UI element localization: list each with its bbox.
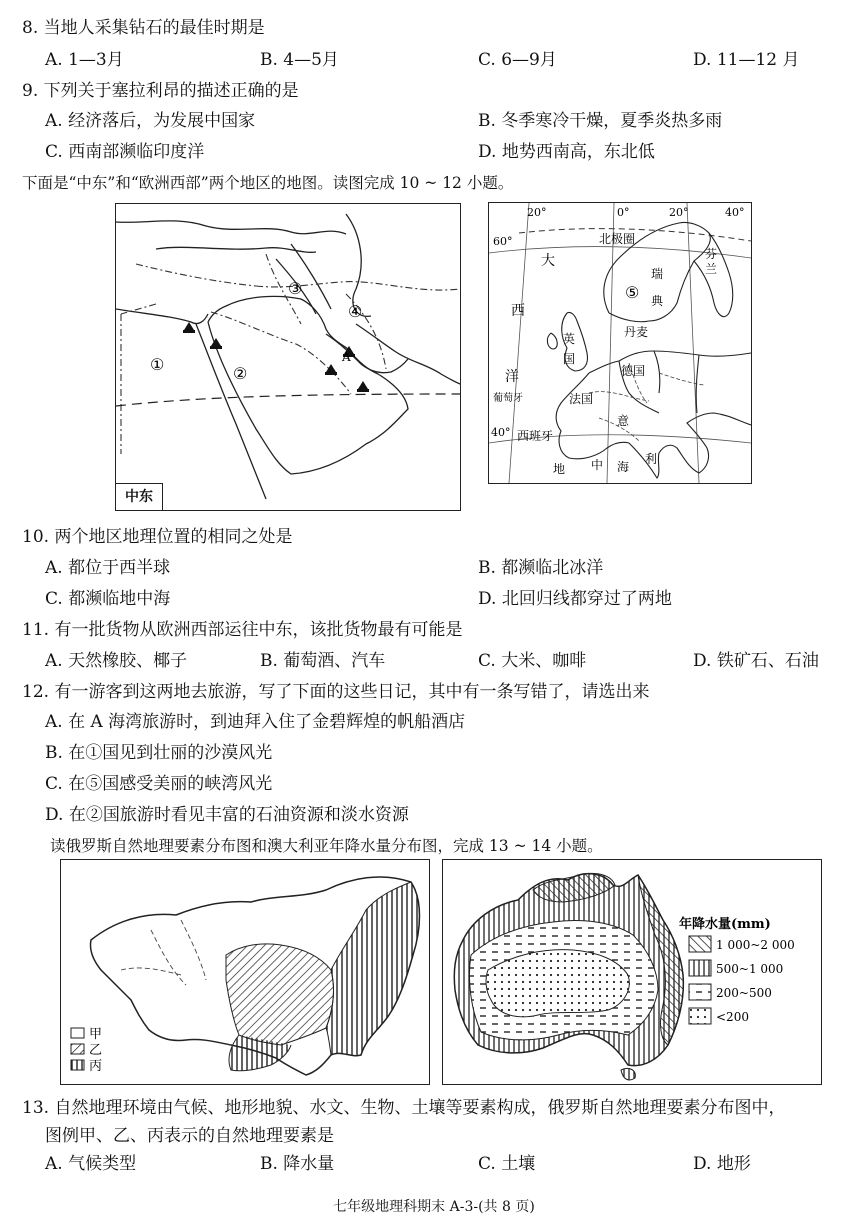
russia-map <box>60 859 430 1085</box>
marker-3: ③ <box>288 279 303 298</box>
label-hai: 海 <box>617 460 630 474</box>
q10-option-a[interactable]: A. 都位于西半球 <box>45 558 171 578</box>
q9-option-d[interactable]: D. 地势西南高，东北低 <box>478 142 655 162</box>
label-uk-1: 英 <box>563 332 576 346</box>
q8-option-d[interactable]: D. 11—12 月 <box>693 50 800 70</box>
legend-jia: 甲 <box>89 1027 103 1042</box>
label-sweden-1: 瑞 <box>651 267 664 281</box>
label-denmark: 丹麦 <box>624 325 649 339</box>
lon-20w: 20° <box>527 206 547 219</box>
q11-stem: 11. 有一批货物从欧洲西部运往中东，该批货物最有可能是 <box>22 620 463 640</box>
q11-option-b[interactable]: B. 葡萄酒、汽车 <box>260 651 386 671</box>
q10-option-c[interactable]: C. 都濒临地中海 <box>45 589 171 609</box>
q8-option-c[interactable]: C. 6—9月 <box>478 50 557 70</box>
marker-5: ⑤ <box>625 283 640 302</box>
q9-option-b[interactable]: B. 冬季寒冷干燥，夏季炎热多雨 <box>478 111 723 131</box>
q13-option-c[interactable]: C. 土壤 <box>478 1154 536 1174</box>
legend-500-1000: 500~1 000 <box>716 962 784 976</box>
label-di: 地 <box>553 462 566 476</box>
label-da: 大 <box>541 253 555 269</box>
q9-option-c[interactable]: C. 西南部濒临印度洋 <box>45 142 205 162</box>
legend-yi: 乙 <box>89 1043 103 1058</box>
label-germany: 德国 <box>621 364 646 378</box>
q12-option-d[interactable]: D. 在②国旅游时看见丰富的石油资源和淡水资源 <box>45 805 409 825</box>
label-zhong: 中 <box>591 458 604 472</box>
label-yang: 洋 <box>505 369 519 385</box>
q8-option-b[interactable]: B. 4—5月 <box>260 50 339 70</box>
q10-option-b[interactable]: B. 都濒临北冰洋 <box>478 558 604 578</box>
intro-13-14: 读俄罗斯自然地理要素分布图和澳大利亚年降水量分布图，完成 13 ~ 14 小题。 <box>50 837 603 855</box>
label-li: 利 <box>645 452 658 466</box>
q12-option-a[interactable]: A. 在 A 海湾旅游时，到迪拜入住了金碧辉煌的帆船酒店 <box>45 712 466 732</box>
q10-stem: 10. 两个地区地理位置的相同之处是 <box>22 527 293 547</box>
q9-stem: 9. 下列关于塞拉利昂的描述正确的是 <box>22 81 299 101</box>
q10-option-d[interactable]: D. 北回归线都穿过了两地 <box>478 589 672 609</box>
label-arctic-circle: 北极圈 <box>599 232 636 246</box>
marker-a: A <box>342 350 351 364</box>
middle-east-map-title: 中东 <box>116 483 163 510</box>
q13-option-d[interactable]: D. 地形 <box>693 1154 751 1174</box>
marker-4: ④ <box>348 302 363 321</box>
legend-lt-200: <200 <box>716 1010 749 1024</box>
q11-option-d[interactable]: D. 铁矿石、石油 <box>693 651 819 671</box>
marker-1: ① <box>150 355 165 374</box>
lon-40e: 40° <box>725 206 745 219</box>
label-portugal: 葡萄牙 <box>493 393 523 404</box>
page-footer: 七年级地理科期末 A-3-(共 8 页) <box>333 1199 535 1215</box>
lon-0: 0° <box>617 206 630 219</box>
q13-stem-line2: 图例甲、乙、丙表示的自然地理要素是 <box>45 1126 334 1146</box>
legend-title: 年降水量(mm) <box>679 917 771 932</box>
legend-1000-2000: 1 000~2 000 <box>716 938 795 952</box>
q13-option-a[interactable]: A. 气候类型 <box>45 1154 137 1174</box>
intro-10-12: 下面是“中东”和“欧洲西部”两个地区的地图。读图完成 10 ~ 12 小题。 <box>22 174 514 192</box>
label-finland-2: 兰 <box>705 262 718 276</box>
lon-20e: 20° <box>669 206 689 219</box>
marker-2: ② <box>233 364 248 383</box>
label-france: 法国 <box>569 392 594 406</box>
q11-option-a[interactable]: A. 天然橡胶、椰子 <box>45 651 188 671</box>
q12-option-c[interactable]: C. 在⑤国感受美丽的峡湾风光 <box>45 774 273 794</box>
q9-option-a[interactable]: A. 经济落后，为发展中国家 <box>45 111 256 131</box>
middle-east-map <box>115 203 461 511</box>
lat-40: 40° <box>491 426 511 439</box>
lat-60: 60° <box>493 235 513 248</box>
q8-stem: 8. 当地人采集钻石的最佳时期是 <box>22 18 265 38</box>
q13-option-b[interactable]: B. 降水量 <box>260 1154 335 1174</box>
q12-option-b[interactable]: B. 在①国见到壮丽的沙漠风光 <box>45 743 273 763</box>
q13-stem-line1: 13. 自然地理环境由气候、地形地貌、水文、生物、土壤等要素构成，俄罗斯自然地理要素分布图中， <box>22 1098 786 1118</box>
q11-option-c[interactable]: C. 大米、咖啡 <box>478 651 587 671</box>
australia-map <box>442 859 822 1085</box>
legend-bing: 丙 <box>89 1059 103 1074</box>
label-spain: 西班牙 <box>517 429 554 443</box>
label-sweden-2: 典 <box>651 294 664 308</box>
label-italy: 意 <box>617 414 630 428</box>
legend-200-500: 200~500 <box>716 986 772 1000</box>
label-uk-2: 国 <box>563 352 576 366</box>
label-xi: 西 <box>511 303 525 319</box>
q8-option-a[interactable]: A. 1—3月 <box>45 50 124 70</box>
q12-stem: 12. 有一游客到这两地去旅游，写了下面的这些日记，其中有一条写错了，请选出来 <box>22 682 650 702</box>
western-europe-map <box>488 202 752 484</box>
label-finland-1: 芬 <box>705 247 718 261</box>
